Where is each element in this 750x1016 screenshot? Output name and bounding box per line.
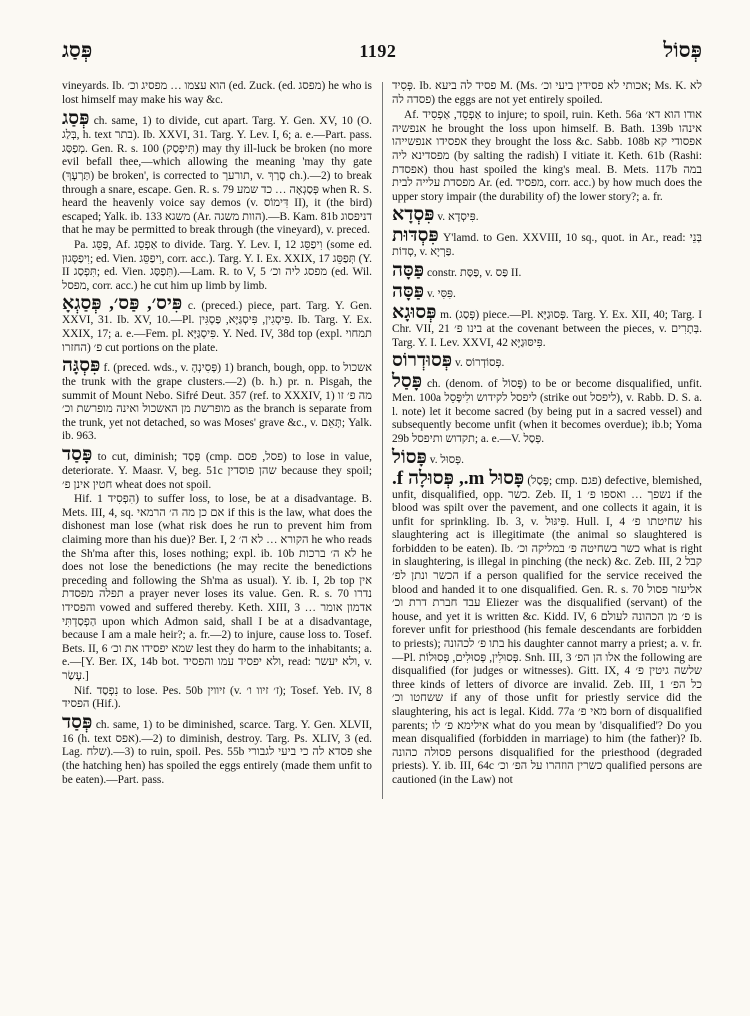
dictionary-entry [62,356,372,444]
entry-subparagraph: Nif. נִפְסַד to lose. Pes. 50b זיווין (v. ז׳ זיוו ו׳); Tosef. Yeb. IV, 8 הפסיד (Hif.). [62,684,372,711]
entry-headword: פָּסוֹל [392,446,427,468]
entry-headword: פִּיס׳, פַּס׳, פְּסַגְאָ [62,293,183,315]
dictionary-entry [392,448,702,468]
dictionary-entry [392,282,702,302]
page-number: 1192 [359,41,397,61]
dictionary-entry [62,294,372,355]
entry-headword: פַּסָּה [392,259,425,281]
dictionary-entry [392,205,702,225]
entry-subparagraph: Pa. פַּסֵּג, Af. אַפְסֵג to divide. Targ. Y. Lev. I, 12 וִיפַסֵּג (some ed. וִיפַסְּגוּן; ed. Vien. וִיפַסֵּג, corr. acc.). Targ. Y. I. Ex. XXIX, 17 תְּפַסֵּג (Y. II תִּפְסַג; ed. Vien. תִּפַסַּג).—Lam. R. to V, 5 מפסג ליה וכ׳ (ed. Wil. מפסל, corr. acc.) he cut him up limb by limb. [62,238,372,292]
entry-headword: פִּסְגָּה [62,355,101,377]
left-column [62,80,372,789]
dictionary-entry [392,351,702,371]
entry-headword: פְּסַד [62,711,93,733]
two-column-body [62,80,702,789]
entry-headword: פָּסַד [62,444,93,466]
dictionary-entry [392,469,702,788]
entry-definition: constr. פַּסַּת, v. פַּס II. [426,266,522,279]
entry-definition: ch. same, 1) to divide, cut apart. Targ. Y. Gen. XV, 10 (O. בְּלַג, h. text בתר). Ib. XXVI, 31. Targ. Y. Lev. I, 6; a. e.—Part. pass. מְפַסַּג. Gen. R. s. 100 (תִּיפְסַק) may thy ill-luck be broken (no more evil befall thee,—which allowing the meaning 'may thy gate (תַּרְעָךְ) be broken', is corrected to תורעך, v. סָרַךְ ch.).—2) to break through a snare, escape. Gen. R. s. 79 פְּסַגְאָה … כד שמע when R. S. heard the heavenly voice say demos (v. דִּימוֹס II), it (the bird) escaped; Yalk. ib. 133 משגא (Ar. הוות משגה).—B. Kam. 81b דניפסוג that he may be permitted to break through (the vineyard), v. preced. [62,115,373,237]
entry-definition: v. פִּסִּי. [426,287,456,300]
entry-headword: פְּסוּדְרוֹס [392,350,453,372]
entry-definition: Y'lamd. to Gen. XXVIII, 10 sq., quot. in Ar., read: בְּנֵי סְדוֹת, v. פַּרְיָא. [392,232,702,259]
entry-headword: פְּסַג [62,108,90,130]
entry-headword: פִּסְדָא [392,204,435,226]
dictionary-entry [392,261,702,281]
entry-definition: ch. same, 1) to be diminished, scarce. Targ. Y. Gen. XLVII, 16 (h. text אפס).—2) to diminish, destroy. Targ. Ps. XLIV, 3 (ed. Lag. שלח).—3) to ruin, spoil. Pes. 55b פסדא לה כי ביעי לגבורי she (the hatching hen) has spoiled the eggs entirely (made them unfit to be eaten).—Part. pass. [62,718,373,786]
entry-headword: פַּסָּה [392,280,425,302]
continuation-text: vineyards. Ib. הוא עצמו … מפסיג וכ׳ (ed. Zuck. (ed. מפסג) he who is lost himself may make his way &c. [62,80,372,106]
running-head-left-word: פְּסַג [62,38,93,62]
entry-definition: v. פְּסוֹדְרוֹס. [455,357,505,370]
entry-subparagraph: Af. אַפְסֵד, אַפְסִיד to injure; to spoil, ruin. Keth. 56a אודו הוא דא׳ אנפשיה he brought the loss upon himself. B. Bath. 139b אינהו אפסידו אנפשייהו they brought the loss &c. Sabb. 108b אפסודי קא מפסדינא ליה (by salting the radish) I vitiate it. Keth. 61b (Rashi: אפסדת) thou hast spoiled the king's meal. B. Mets. 117b במה מפסדת עלייה לבית Ar. (ed. מפסיד, corr. acc.) by how much does the upper story impair (the durability of) the lower story?; a. fr. [392,109,702,203]
entry-definition: ch. (denom. of פָּסוֹל) to be or become disqualified, unfit. Men. 100a ליפסל לקידוש ולִיפָּסֵל (strike out ליפסל), v. Rabb. D. S. a. l. note) let it become sacred (by being put in a sacred vessel) and subsequently become unfit (when it becomes overdue); ib.b; Yoma 29b תקדוש ותיפסל; a. e.—V. פְּסַל. [392,378,702,445]
entry-definition: f. (preced. wds., v. פְּסִינְהָ) 1) branch, bough, opp. to אשכול the trunk with the grape clusters.—2) (b. h.) pr. n. Pisgah, the summit of Mount Nebo. Sifré Deut. 357 (ref. to XXXIV, 1) מה פ׳ זו מופרשת מן האשכול ואינה מופרשת וכ׳ as the branch is separate from the trunk, yet not detached, so was Moses' grave &c., v. תָּאֵם; Yalk. ib. 963. [62,362,372,443]
entry-headword: פִּסְדּוּת [392,225,439,247]
right-column [392,80,702,789]
running-head [62,38,702,72]
entry-definition: c. (preced.) piece, part. Targ. Y. Gen. XXVI, 31. Ib. XV, 10.—Pl. פִּיסְגִין, פִּיסְגַּיָּא, פַּסְגִּין. Ib. Targ. Y. Ex. XXIX, 17; a. e.—Fem. pl. פִּיסְגַּיָּא. Y. Ned. IV, 38d top (expl. תמחוי החזרו) פ׳ cut portions on the plate. [62,300,372,354]
entry-definition: v. פִּיסְדָא. [437,211,479,224]
running-head-right-word: פְּסוֹל [663,38,702,62]
dictionary-entry [392,372,702,446]
continuation-text: פְּסִיד. Ib. פסיד לה ביעא M. (Ms. אכותי לא פסידין ביעי וכ׳; Ms. K. לא פסדה לה) the eggs are not yet entirely spoiled. [392,80,702,106]
dictionary-entry [62,109,372,238]
entry-definition: m. (פְּסַג) piece.—Pl. פְּסוּגַיָּא. Targ. Y. Ex. XII, 40; Targ. I Chr. VII, 21 בינו פ׳ at the covenant between the pieces, v. בְּתָרִים. Targ. Y. I. Lev. XXVI, 42 פִּיסּוּגַיָּא. [392,308,703,349]
dictionary-entry [62,713,372,787]
entry-headword: פָּסַל [392,371,423,393]
dictionary-entry [392,303,702,350]
entry-subparagraph: Hif. הִפְסִיד 1) to suffer loss, to lose, be at a disadvantage. B. Mets. III, 4, sq. אם כן מה ה׳ הרמאי if this is the law, what does the dishonest man lose (what risk does he run to prevent him from claiming more than his due)? Ber. I, 2 הקורא … לא ה׳ he who reads the Sh'ma after this, loses nothing; expl. ib. 10b לא ה׳ ברכות he does not lose the benedictions (he may recite the benedictions preceding and following the Sh'ma as usual). Y. ib. I, 2b top אין תפלה מפסדת a prayer never loses its value. Gen. R. s. 70 נדרו והפסידו vowed and suffered thereby. Keth. XIII, 3 אדמון אומר … הַפְסַדְתִּי upon which Admon said, shall I be at a disadvantage, because I am a male heir?; a. fr.—2) to injure, cause loss to. Tosef. Bets. II, 6 שמא יפסידו את וכ׳ lest they do harm to the inhabitants; a. e.—[Y. Ber. IX, 14b bot. ולא יפסיד עמו והפסיד, read: ולא יעשר, v. עָשַׂר.] [62,493,373,682]
entry-definition: v. פְּסוּל. [429,453,464,466]
dictionary-entry [392,226,702,260]
entry-headword: פָּסוּל m., פְּסוּלָה f. [392,467,525,489]
entry-definition: to cut, diminish; פְּסַד (cmp. פסל, פסם) to lose in value, deteriorate. Y. Maasr. V, beg. 51c שהן פוסדין because they spoil; חטין אינן פ׳ wheat does not spoil. [62,451,372,491]
dictionary-entry [62,445,372,492]
entry-definition: (פָּסַל; cmp. פגם) defective, blemished, unfit, disqualified, opp. כשר. Zeb. II, 1 נשפך … ואספו פ׳ if the blood was spilt over the pavement, and one collects it again, it is unfit for sprinkling. Ib. 3, v. פִּיגּוּל. Hull. I, 4 שחיטתו פ׳ his slaughtering act is illegitimate (the animal so slaughtered is forbidden to be eaten). Ib. כשר בשחיטה פ׳ במליקה וכ׳ what is right in slaughtering, is illegal in pinching (the neck) &c. Zeb. III, 2 קבל הכשר ונתן לפ׳ if a person qualified for the service received the blood and handed it to one disqualified. Gen. R. s. 70 אליעזר פסול עבד חברת דרת וכ׳ Eliezer was the disqualified (servant) of the house, and yet it is written &c. Kidd. IV, 6 פ׳ מן הכהונה לעולם is forever unfit for priesthood (his female descendants are forbidden to priests); בתו פ׳ לכהונה his daughter cannot marry a priest; a. v. fr.—Pl. פְּסוּלִין, פְּסוּלִים, פְּסוּלוֹת. Snh. III, 3 אלו הן הפ׳ the following are disqualified (for judges or witnesses). Gitt. IX, 4 שלשה גיטין פ׳ three kinds of letters of divorce are invalid. Zeb. III, 1 כל הפ׳ ששחטו וכ׳ if any of those unfit for priestly service did the slaughtering, his act is legal. Kidd. 77a מאי פ׳ born of disqualified parents; אילימא פ׳ לו what do you mean by 'disqualified'? Do you mean disqualified (forbidden in marriage) to him (the father)? Ib. פסולה כהונה persons disqualified for the priesthood (degraded priests). Y. ib. III, 64c כשרין הוזהרו על הפ׳ וכ׳ qualified persons are cautioned (in the Law) not [392,474,703,786]
entry-headword: פְּסוּגָא [392,301,437,323]
